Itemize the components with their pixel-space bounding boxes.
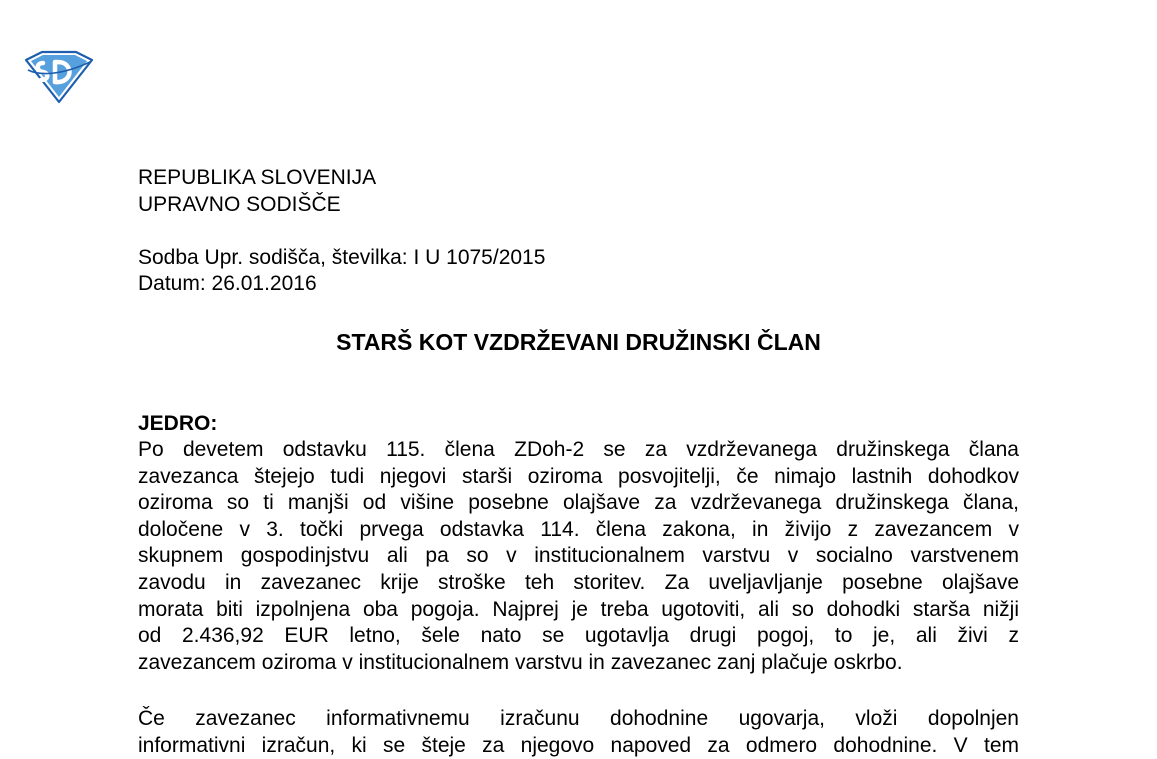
paragraph-line: zavezanca štejejo tudi njegovi starši oziroma posvojitelji, če nimajo lastnih dohodkov — [138, 464, 1019, 488]
court-logo-icon — [22, 50, 96, 104]
paragraph-line: Če zavezanec informativnemu izračunu dohodnine ugovarja, vloži dopolnjen — [138, 707, 1019, 730]
paragraph-1 — [138, 437, 1019, 676]
document-title: STARŠ KOT VZDRŽEVANI DRUŽINSKI ČLAN — [336, 329, 821, 355]
paragraph-line: oziroma so ti manjši od višine posebne olajšave za vzdrževanega družinskega člana, — [138, 491, 1019, 515]
paragraph-line: določene v 3. točki prvega odstavka 114. člena zakona, in živijo z zavezancem v — [138, 517, 1019, 541]
paragraph-line: od 2.436,92 EUR letno, šele nato se ugotavlja drugi pogoj, to je, ali živi z — [138, 624, 1019, 648]
paragraph-line: informativni izračun, ki se šteje za njegovo napoved za odmero dohodnine. V tem — [138, 733, 1019, 757]
case-reference: Sodba Upr. sodišča, številka: I U 1075/2015 — [138, 246, 546, 269]
paragraph-line: morata biti izpolnjena oba pogoja. Najprej je treba ugotoviti, ali so dohodki starša nižji — [138, 597, 1019, 621]
paragraph-line: zavezancem oziroma v institucionalnem varstvu in zavezanec zanj plačuje oskrbo. — [138, 650, 903, 674]
court-name: UPRAVNO SODIŠČE — [138, 193, 341, 216]
paragraph-line: zavodu in zavezanec krije stroške teh storitev. Za uveljavljanje posebne olajšave — [138, 570, 1019, 594]
section-heading: JEDRO: — [138, 412, 218, 435]
paragraph-line: skupnem gospodinjstvu ali pa so v institucionalnem varstvu v socialno varstvenem — [138, 544, 1019, 568]
paragraph-line: Po devetem odstavku 115. člena ZDoh-2 se za vzdrževanega družinskega člana — [138, 438, 1019, 461]
country-name: REPUBLIKA SLOVENIJA — [138, 166, 377, 189]
paragraph-2 — [138, 706, 1019, 759]
case-date: Datum: 26.01.2016 — [138, 272, 317, 295]
